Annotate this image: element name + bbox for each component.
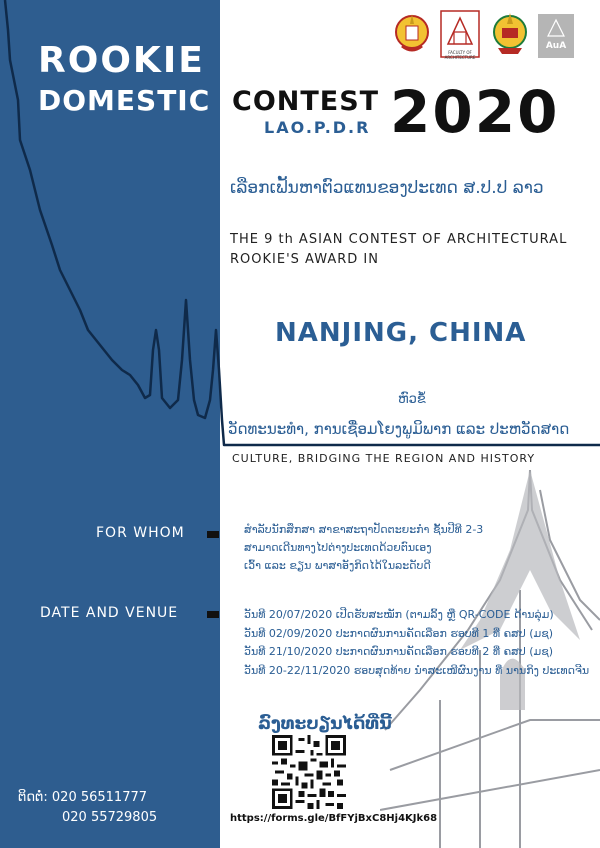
- english-line-1: THE 9 th ASIAN CONTEST OF ARCHITECTURAL: [230, 232, 568, 247]
- host-city: NANJING, CHINA: [275, 318, 527, 348]
- aua-logo-text: AuA: [545, 41, 567, 51]
- for-whom-line: ເວົ້າ ແລະ ຂຽນ ພາສາອັງກິດໄດ້ໃນລະດັບດີ: [244, 559, 431, 572]
- date-line: ວັນທີ 21/10/2020 ປະກາດຜົນການຄັດເລືອກ ຮອບທີ 2 ທີ່ ຄສປ (ມຊ): [244, 645, 554, 658]
- date-venue-label: DATE AND VENUE: [40, 605, 179, 621]
- lao-subtitle: ເລືອກເຟັ້ນຫາຕົວແທນຂອງປະເທດ ສ.ປ.ປ ລາວ: [230, 178, 544, 198]
- aua-logo: [538, 14, 574, 62]
- national-emblem-logo: [394, 10, 430, 62]
- contact-phone-2[interactable]: 020 55729805: [62, 810, 158, 825]
- title-contest: CONTEST: [232, 86, 380, 117]
- contact-label: ຕິດຕໍ່:: [18, 790, 48, 805]
- title-domestic: DOMESTIC: [38, 84, 211, 117]
- for-whom-list: [244, 521, 483, 575]
- date-line: ວັນທີ 20-22/11/2020 ຮອບສຸດທ້າຍ ນຳສະເໜີຜົນງານ ທີ່ ນານກິງ ປະເທດຈີນ: [244, 663, 590, 677]
- title-country: LAO.P.D.R: [264, 118, 371, 137]
- english-line-2: ROOKIE'S AWARD IN: [230, 252, 379, 267]
- registration-url-link[interactable]: https://forms.gle/BfFYjBxC8Hj4KJk68: [230, 813, 438, 824]
- faculty-logo-caption: FACULTY OF ARCHITECTURE: [444, 50, 476, 60]
- for-whom-line: ສຳລັບນັກສຶກສາ ສາຂາສະຖາປັດຕະຍະກຳ ຊັ້ນປີທີ 2-3: [244, 523, 484, 536]
- theme-english: CULTURE, BRIDGING THE REGION AND HISTORY: [232, 452, 536, 465]
- title-rookie: ROOKIE: [38, 40, 205, 81]
- date-venue-list: [244, 606, 589, 680]
- date-line: ວັນທີ 02/09/2020 ປະກາດຜົນການຄັດເລືອກ ຮອບທີ 1 ທີ່ ຄສປ (ມຊ): [244, 626, 554, 640]
- date-line: ວັນທີ 20/07/2020 ເປີດຮັບສະໝັກ (ຕາມລິ້ງ ຫຼື QR-CODE ດ້ານລຸ່ມ): [244, 608, 554, 621]
- university-logo: [492, 10, 528, 62]
- contact-phone-1[interactable]: 020 56511777: [51, 790, 148, 805]
- for-whom-label: FOR WHOM: [96, 525, 185, 541]
- faculty-of-architecture-logo: [440, 10, 480, 62]
- register-here-label: ລົງທະບຽນໄດ້ທີ່ນີ້: [258, 714, 392, 734]
- date-venue-bullet: [207, 611, 219, 618]
- title-year: 2020: [390, 78, 560, 146]
- theme-label: ຫົວຂໍ້: [398, 392, 426, 407]
- theme-lao: ວັດທະນະທຳ, ການເຊື່ອມໂຍງພູມິພາກ ແລະ ປະຫວັດສາດ: [228, 420, 570, 438]
- registration-qr-code[interactable]: [272, 735, 346, 809]
- for-whom-bullet: [207, 531, 219, 538]
- for-whom-line: ສາມາດເດີນທາງໄປຕ່າງປະເທດດ້ວຍຕົນເອງ: [244, 541, 432, 554]
- contact-block: [18, 788, 157, 828]
